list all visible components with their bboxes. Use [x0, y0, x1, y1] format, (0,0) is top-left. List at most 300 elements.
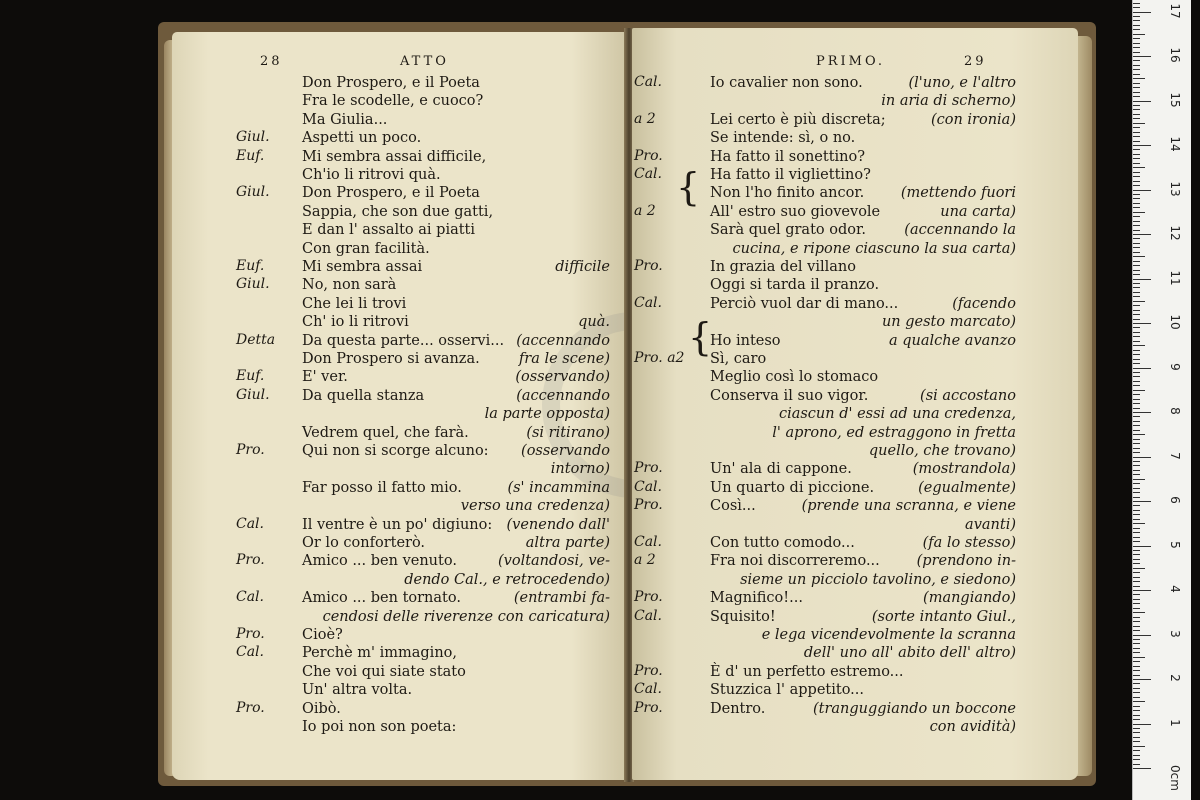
- ruler-tick: [1133, 60, 1140, 61]
- verse-line: Fra noi discorreremo...: [710, 553, 880, 570]
- ruler-tick: [1133, 643, 1140, 644]
- stage-direction: in aria di scherno): [881, 93, 1016, 110]
- ruler-tick: [1133, 630, 1140, 631]
- ruler-number: 8: [1168, 407, 1182, 415]
- ruler-tick: [1133, 439, 1140, 440]
- ruler-tick: [1133, 65, 1140, 66]
- left-running-head: ATTO: [400, 54, 449, 69]
- stage-direction: (accennando la: [904, 222, 1016, 239]
- ruler-tick: [1133, 568, 1145, 569]
- verse-line: Perciò vuol dar di mano...: [710, 295, 899, 312]
- speaker-label: Giul.: [236, 276, 270, 293]
- verse-line: Così...: [710, 498, 756, 515]
- ruler-tick: [1133, 363, 1140, 364]
- ruler-unit-label: 0cm: [1168, 765, 1182, 791]
- stage-direction: cucina, e ripone ciascuno la sua carta): [732, 240, 1016, 257]
- ruler-tick: [1133, 34, 1145, 35]
- verse-line: Da questa parte... osservi...: [302, 332, 505, 349]
- speaker-label: Pro.: [236, 442, 265, 458]
- stage-direction: dendo Cal., e retrocedendo): [404, 571, 610, 588]
- ruler-tick: [1133, 376, 1140, 377]
- ruler-tick: [1133, 43, 1140, 44]
- ruler-tick: [1133, 96, 1140, 97]
- speaker-label: Euf.: [236, 368, 265, 385]
- ruler-tick: [1133, 724, 1151, 725]
- ruler-tick: [1133, 274, 1140, 275]
- ruler-tick: [1133, 354, 1140, 355]
- verse-line: Don Prospero, e il Poeta: [302, 75, 480, 91]
- stage-direction: (egualmente): [918, 479, 1016, 496]
- stage-direction: (con ironia): [930, 111, 1016, 128]
- ruler-tick: [1133, 158, 1140, 159]
- verse-line: Dentro.: [710, 700, 766, 717]
- speaker-label: Cal.: [634, 607, 662, 624]
- stage-direction: intorno): [550, 461, 610, 478]
- ruler-tick: [1133, 368, 1151, 369]
- ruler-tick: [1133, 359, 1140, 360]
- ruler-tick: [1133, 314, 1140, 315]
- verse-line: È d' un perfetto estremo...: [710, 663, 904, 680]
- ruler-tick: [1133, 559, 1140, 560]
- ruler-tick: [1133, 497, 1140, 498]
- verse-line: Don Prospero, e il Poeta: [302, 185, 480, 202]
- ruler-tick: [1133, 332, 1140, 333]
- speaker-label: Cal.: [634, 74, 662, 90]
- ruler-tick: [1133, 74, 1140, 75]
- ruler-tick: [1133, 87, 1140, 88]
- ruler-tick: [1133, 319, 1140, 320]
- ruler-tick: [1133, 399, 1140, 400]
- ruler-tick: [1133, 190, 1151, 191]
- speaker-label: Pro.: [634, 497, 663, 514]
- ruler-tick: [1133, 719, 1140, 720]
- verse-line: Amico ... ben venuto.: [302, 553, 457, 570]
- stage-direction: quello, che trovano): [868, 443, 1016, 459]
- stage-direction: fra le scene): [518, 351, 610, 367]
- stage-direction: la parte opposta): [484, 406, 610, 423]
- speaker-label: Cal.: [236, 515, 264, 532]
- ruler-tick: [1133, 470, 1140, 471]
- ruler-tick: [1133, 510, 1140, 511]
- ruler-tick: [1133, 715, 1140, 716]
- verse-line: Mi sembra assai difficile,: [302, 148, 487, 165]
- stage-direction: (venendo dall': [506, 516, 610, 533]
- ruler-tick: [1133, 617, 1140, 618]
- ruler-tick: [1133, 421, 1140, 422]
- ruler-tick: [1133, 163, 1140, 164]
- speaker-label: Pro.: [634, 460, 663, 477]
- ruler-tick: [1133, 261, 1140, 262]
- stage-direction: difficile: [555, 259, 610, 275]
- stage-direction: (accennando: [516, 387, 610, 404]
- stage-direction: una carta): [940, 203, 1016, 220]
- ruler-tick: [1133, 737, 1140, 738]
- ruler-tick: [1133, 746, 1145, 747]
- ruler-tick: [1133, 52, 1140, 53]
- verse-line: Conserva il suo vigor.: [710, 387, 869, 404]
- ruler-tick: [1133, 296, 1140, 297]
- verse-line: Da quella stanza: [302, 387, 425, 404]
- ruler-tick: [1133, 434, 1145, 435]
- brace-duet-2: {: [688, 315, 713, 359]
- ruler-tick: [1133, 47, 1140, 48]
- ruler-tick: [1133, 252, 1140, 253]
- ruler-tick: [1133, 265, 1140, 266]
- ruler-tick: [1133, 608, 1140, 609]
- verse-line: Io cavalier non sono.: [710, 75, 863, 91]
- ruler-tick: [1133, 759, 1140, 760]
- ruler-tick: [1133, 488, 1140, 489]
- stage-direction: altra parte): [525, 535, 610, 551]
- ruler-tick: [1133, 12, 1151, 13]
- ruler-number: 10: [1168, 314, 1182, 330]
- verse-line: Far posso il fatto mio.: [302, 479, 462, 496]
- ruler-tick: [1133, 283, 1140, 284]
- ruler-tick: [1133, 109, 1140, 110]
- ruler-tick: [1133, 594, 1140, 595]
- verse-line: Un' altra volta.: [302, 682, 413, 699]
- ruler-number: 7: [1168, 451, 1182, 460]
- speaker-label: Pro.: [634, 258, 663, 274]
- stage-direction: e lega vicendevolmente la scranna: [761, 627, 1016, 643]
- ruler-tick: [1133, 154, 1140, 155]
- ruler-number: 12: [1168, 225, 1182, 241]
- verse-line: Io poi non son poeta:: [302, 719, 457, 735]
- stage-direction: (tranguggiando un boccone: [812, 700, 1016, 717]
- verse-line: Sarà quel grato odor.: [710, 222, 866, 239]
- stage-direction: verso una credenza): [460, 498, 610, 515]
- speaker-label: a 2: [634, 202, 656, 219]
- ruler-tick: [1133, 105, 1140, 106]
- ruler-number: 13: [1168, 180, 1182, 197]
- ruler-number: 3: [1168, 629, 1182, 638]
- ruler-number: 16: [1168, 47, 1182, 63]
- ruler-tick: [1133, 474, 1140, 475]
- ruler-tick: [1133, 701, 1145, 702]
- ruler-tick: [1133, 519, 1140, 520]
- ruler-tick: [1133, 408, 1140, 409]
- verse-line: Se intende: sì, o no.: [710, 130, 856, 147]
- ruler-tick: [1133, 612, 1145, 613]
- ruler-tick: [1133, 412, 1151, 413]
- verse-line: Stuzzica l' appetito...: [710, 682, 865, 699]
- ruler-tick: [1133, 385, 1140, 386]
- verse-line: Qui non si scorge alcuno:: [302, 443, 489, 459]
- verse-line: Vedrem quel, che farà.: [302, 424, 469, 441]
- stage-direction: (si ritirano): [526, 424, 610, 441]
- ruler-tick: [1133, 127, 1140, 128]
- ruler-tick: [1133, 56, 1151, 57]
- ruler-tick: [1133, 149, 1140, 150]
- ruler-tick: [1133, 741, 1140, 742]
- ruler-number: 15: [1168, 91, 1182, 108]
- verse-line: Ho inteso: [710, 332, 781, 349]
- left-page-number: 28: [260, 54, 283, 69]
- verse-line: Don Prospero si avanza.: [302, 351, 480, 367]
- ruler-tick: [1133, 430, 1140, 431]
- ruler-tick: [1133, 25, 1140, 26]
- ruler-tick: [1133, 577, 1140, 578]
- ruler-tick: [1133, 221, 1140, 222]
- stage-direction: cendosi delle riverenze con caricatura): [322, 608, 610, 625]
- stage-direction: (s' incammina: [507, 479, 610, 496]
- stage-direction: (mostrandola): [912, 461, 1016, 478]
- ruler-tick: [1133, 755, 1140, 756]
- ruler-tick: [1133, 341, 1140, 342]
- ruler-tick: [1133, 172, 1140, 173]
- verse-line: Oibò.: [302, 700, 341, 717]
- ruler-tick: [1133, 345, 1145, 346]
- ruler-tick: [1133, 448, 1140, 449]
- stage-direction: sieme un picciolo tavolino, e siedono): [740, 571, 1016, 588]
- ruler-tick: [1133, 69, 1140, 70]
- ruler-tick: [1133, 132, 1140, 133]
- ruler-tick: [1133, 225, 1140, 226]
- ruler-tick: [1133, 563, 1140, 564]
- ruler-tick: [1133, 528, 1140, 529]
- verse-line: Squisito!: [710, 608, 776, 625]
- ruler-tick: [1133, 710, 1140, 711]
- stage-direction: (accennando: [516, 332, 610, 349]
- stage-direction: (osservando: [521, 443, 610, 459]
- ruler-tick: [1133, 230, 1140, 231]
- verse-line: Ma Giulia...: [302, 111, 388, 128]
- speaker-label: Euf.: [236, 258, 265, 274]
- stage-direction: dell' uno all' abito dell' altro): [803, 645, 1016, 662]
- ruler-tick: [1133, 203, 1140, 204]
- speaker-label: Euf.: [236, 147, 265, 164]
- verse-line: Oggi si tarda il pranzo.: [710, 277, 880, 294]
- speaker-label: Pro.: [634, 662, 663, 679]
- ruler-tick: [1133, 247, 1140, 248]
- ruler-tick: [1133, 403, 1140, 404]
- ruler-tick: [1133, 16, 1140, 17]
- ruler-tick: [1133, 287, 1140, 288]
- verse-line: Che voi qui siate stato: [302, 663, 466, 680]
- speaker-label: a 2: [634, 552, 656, 569]
- stage-direction: (prende una scranna, e viene: [801, 498, 1016, 515]
- ruler-number: 2: [1168, 674, 1182, 682]
- stage-direction: ciascun d' essi ad una credenza,: [778, 406, 1016, 423]
- ruler-tick: [1133, 216, 1140, 217]
- right-page-number: 29: [964, 54, 987, 69]
- ruler-tick: [1133, 381, 1140, 382]
- ruler-number: 1: [1168, 718, 1182, 727]
- ruler-tick: [1133, 327, 1140, 328]
- speaker-label: Giul.: [236, 184, 270, 201]
- stage-direction: (entrambi fa-: [513, 590, 610, 607]
- ruler-tick: [1133, 688, 1140, 689]
- ruler-tick: [1133, 728, 1140, 729]
- ruler-tick: [1133, 181, 1140, 182]
- ruler-tick: [1133, 270, 1140, 271]
- stage-direction: quà.: [578, 314, 610, 331]
- ruler-tick: [1133, 546, 1151, 547]
- ruler-tick: [1133, 697, 1140, 698]
- speaker-label: Pro.: [634, 147, 663, 164]
- ruler-tick: [1133, 92, 1140, 93]
- speaker-label: Pro. a2: [634, 350, 685, 366]
- verse-line: Mi sembra assai: [302, 259, 423, 275]
- ruler-tick: [1133, 425, 1140, 426]
- stage-direction: (fa lo stesso): [922, 535, 1016, 551]
- ruler-tick: [1133, 541, 1140, 542]
- speaker-label: Pro.: [634, 699, 663, 716]
- verse-line: Ch' io li ritrovi: [302, 314, 409, 331]
- brace-duet-1: {: [676, 165, 701, 209]
- ruler-tick: [1133, 452, 1140, 453]
- ruler-tick: [1133, 657, 1145, 658]
- ruler-tick: [1133, 572, 1140, 573]
- speaker-label: a 2: [634, 110, 656, 127]
- verse-line: Cioè?: [302, 627, 343, 643]
- ruler-tick: [1133, 479, 1145, 480]
- ruler-tick: [1133, 706, 1140, 707]
- ruler-tick: [1133, 301, 1145, 302]
- ruler-tick: [1133, 167, 1145, 168]
- verse-line: Ha fatto il vigliettino?: [710, 167, 871, 183]
- verse-line: Magnifico!...: [710, 590, 803, 607]
- ruler-tick: [1133, 692, 1140, 693]
- verse-line: E dan l' assalto ai piatti: [302, 222, 476, 239]
- ruler-tick: [1133, 554, 1140, 555]
- stage-direction: a qualche avanzo: [889, 332, 1016, 349]
- stage-direction: con avidità): [929, 719, 1016, 735]
- verse-line: Ha fatto il sonettino?: [710, 148, 866, 165]
- ruler-tick: [1133, 635, 1151, 636]
- ruler-tick: [1133, 141, 1140, 142]
- ruler-tick: [1133, 194, 1140, 195]
- ruler-tick: [1133, 78, 1145, 79]
- right-page: [632, 28, 1078, 780]
- ruler-tick: [1133, 305, 1140, 306]
- ruler-tick: [1133, 29, 1140, 30]
- ruler-tick: [1133, 238, 1140, 239]
- ruler-tick: [1133, 492, 1140, 493]
- ruler-tick: [1133, 683, 1140, 684]
- ruler-tick: [1133, 114, 1140, 115]
- ruler-tick: [1133, 550, 1140, 551]
- ruler-tick: [1133, 465, 1140, 466]
- verse-line: All' estro suo giovevole: [710, 203, 881, 220]
- ruler-tick: [1133, 603, 1140, 604]
- ruler-tick: [1133, 101, 1151, 102]
- speaker-label: Cal.: [236, 589, 264, 606]
- ruler-number: 4: [1168, 585, 1182, 593]
- left-page: [172, 32, 626, 780]
- stage-direction: (mettendo fuori: [900, 185, 1016, 202]
- ruler-number: 11: [1168, 269, 1182, 286]
- ruler-tick: [1133, 621, 1140, 622]
- speaker-label: Cal.: [634, 534, 662, 550]
- verse-line: Che lei li trovi: [302, 295, 407, 312]
- ruler-tick: [1133, 212, 1145, 213]
- ruler-tick: [1133, 416, 1140, 417]
- ruler-tick: [1133, 537, 1140, 538]
- ruler-tick: [1133, 581, 1140, 582]
- ruler-tick: [1133, 176, 1140, 177]
- ruler-tick: [1133, 586, 1140, 587]
- ruler-tick: [1133, 83, 1140, 84]
- ruler-tick: [1133, 372, 1140, 373]
- speaker-label: Detta: [236, 331, 276, 348]
- ruler-tick: [1133, 207, 1140, 208]
- ruler-tick: [1133, 390, 1145, 391]
- ruler-tick: [1133, 461, 1140, 462]
- ruler-number: 14: [1168, 136, 1182, 152]
- verse-line: Or lo conforterò.: [302, 535, 426, 551]
- ruler-tick: [1133, 292, 1140, 293]
- verse-line: Non l'ho finito ancor.: [710, 185, 865, 202]
- verse-line: Con tutto comodo...: [710, 535, 855, 551]
- verse-line: Ch'io li ritrovi quà.: [302, 167, 441, 183]
- ruler-tick: [1133, 750, 1140, 751]
- ruler-tick: [1133, 20, 1140, 21]
- ruler-tick: [1133, 626, 1140, 627]
- verse-line: Un quarto di piccione.: [710, 479, 875, 496]
- ruler-tick: [1133, 532, 1140, 533]
- ruler-number: 9: [1168, 362, 1182, 371]
- stage-direction: (mangiando): [923, 590, 1016, 607]
- verse-line: Lei certo è più discreta;: [710, 111, 886, 128]
- ruler-tick: [1133, 136, 1140, 137]
- ruler-tick: [1133, 679, 1151, 680]
- verse-line: No, non sarà: [302, 277, 397, 294]
- stage-direction: l' aprono, ed estraggono in fretta: [772, 424, 1016, 441]
- verse-line: Con gran facilità.: [302, 240, 430, 257]
- ruler-tick: [1133, 243, 1140, 244]
- speaker-label: Cal.: [236, 644, 264, 661]
- verse-line: Il ventre è un po' digiuno:: [302, 516, 493, 533]
- speaker-label: Cal.: [634, 166, 662, 182]
- stage-direction: (l'uno, e l'altro: [908, 75, 1016, 91]
- ruler-tick: [1133, 323, 1151, 324]
- ruler-number: 17: [1168, 2, 1182, 19]
- ruler-tick: [1133, 234, 1151, 235]
- ruler-tick: [1133, 394, 1140, 395]
- ruler-tick: [1133, 123, 1145, 124]
- ruler-tick: [1133, 599, 1140, 600]
- ruler-tick: [1133, 256, 1145, 257]
- ruler-tick: [1133, 443, 1140, 444]
- verse-line: Perchè m' immagino,: [302, 645, 457, 662]
- ruler-tick: [1133, 185, 1140, 186]
- ruler-tick: [1133, 350, 1140, 351]
- verse-line: Sappia, che son due gatti,: [302, 203, 494, 220]
- ruler-tick: [1133, 670, 1140, 671]
- ruler-tick: [1133, 666, 1140, 667]
- stage-direction: (si accostano: [920, 387, 1016, 404]
- speaker-label: Cal.: [634, 681, 662, 698]
- ruler-number: 6: [1168, 496, 1182, 504]
- stage-direction: (osservando): [515, 369, 610, 386]
- verse-line: Fra le scodelle, e cuoco?: [302, 93, 484, 110]
- right-page-edges: [1076, 36, 1092, 776]
- speaker-label: Pro.: [634, 589, 663, 606]
- ruler-tick: [1133, 118, 1140, 119]
- ruler-tick: [1133, 457, 1151, 458]
- ruler-tick: [1133, 279, 1151, 280]
- ruler-tick: [1133, 38, 1140, 39]
- verse-line: Meglio così lo stomaco: [710, 369, 879, 386]
- verse-line: Amico ... ben tornato.: [302, 590, 461, 607]
- speaker-label: Giul.: [236, 386, 270, 403]
- ruler-tick: [1133, 768, 1151, 769]
- ruler-tick: [1133, 198, 1140, 199]
- speaker-label: Cal.: [634, 478, 662, 495]
- ruler-tick: [1133, 590, 1151, 591]
- ruler-tick: [1133, 3, 1140, 4]
